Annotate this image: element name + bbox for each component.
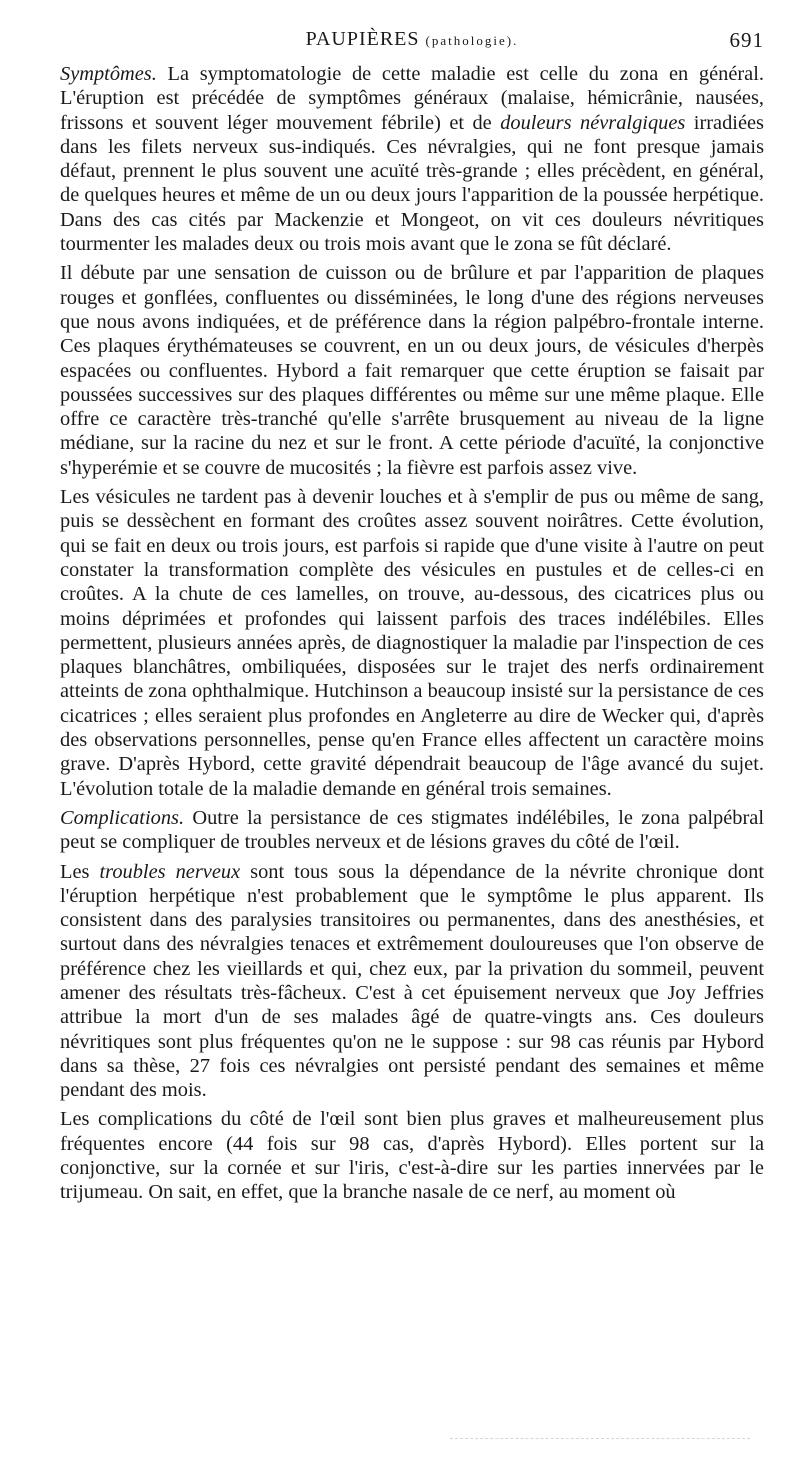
paragraph-text: sont tous sous la dépendance de la névrite chronique dont l'éruption herpétique n'est probablement que le symptôme le plus apparent. Ils consistent dans des paralysies transitoires ou permanentes, dans des anesthésies, et surtout dans des névralgies tenaces et extrêmement douloureuses que l'on observe de préférence chez les vieillards et qui, chez eux, par la privation du sommeil, peuvent amener des résultats très-fâcheux. C'est à cet épuisement nerveux que Joy Jeffries attribue la mort d'un de ses malades âgé de quatre-vingts ans. Ces douleurs névritiques sont plus fréquentes qu'on ne le suppose : sur 98 cas réunis par Hybord dans sa thèse, 27 fois ces névralgies ont persisté pendant des semaines et même pendant des mois.: [60, 860, 764, 1102]
running-title: [60, 28, 764, 51]
paragraph-text: La symptomatologie de cette maladie est celle du zona en général. L'éruption est précédée de symptômes généraux (malaise, hémicrânie, nausées, frissons et souvent léger mouvement fébrile) et de: [60, 63, 764, 134]
page-number: 691: [729, 28, 764, 52]
paragraph: [60, 485, 764, 801]
paragraph-text: Outre la persistance de ces stigmates indélébiles, le zona palpébral peut se compliquer de troubles nerveux et de lésions graves du côté de l'œil.: [60, 806, 764, 854]
bottom-smudge: [450, 1438, 750, 1439]
paragraph: [60, 1107, 764, 1204]
running-title-subtitle: (pathologie).: [425, 33, 519, 48]
paragraph-text: Les vésicules ne tardent pas à devenir louches et à s'emplir de pus ou même de sang, puis se dessèchent en formant des croûtes assez souvent noirâtres. Cette évolution, qui se fait en deux ou trois jours, est parfois si rapide que d'une visite à l'autre on peut constater la transformation complète des vésicules en pustules et de celles-ci en croûtes. A la chute de ces lamelles, on trouve, au-dessous, des cicatrices plus ou moins déprimées et profondes qui laissent parfois des traces indélébiles. Elles permettent, plusieurs années après, de diagnostiquer la maladie par l'inspection de ces plaques blanchâtres, ombiliquées, disposées sur le trajet des nerfs ordinairement atteints de zona ophthalmique. Hutchinson a beaucoup insisté sur la persistance de ces cicatrices ; elles seraient plus profondes en Angleterre au dire de Wecker qui, d'après des observations personnelles, pense qu'en France elles affectent un caractère moins grave. D'après Hybord, cette gravité dépendrait beaucoup de l'âge avancé du sujet. L'évolution totale de la maladie demande en général trois semaines.: [60, 486, 764, 800]
running-header: [60, 22, 764, 52]
paragraph: [60, 806, 764, 855]
emphasis-text: troubles nerveux: [99, 860, 241, 883]
running-title-main: PAUPIÈRES: [305, 28, 420, 50]
paragraph-text: Il débute par une sensation de cuisson ou de brûlure et par l'apparition de plaques rouges et gonflées, confluentes ou disséminées, le long d'une des régions nerveuses que nous avons indiquées, et de préférence dans la région palpébro-frontale interne. Ces plaques érythémateuses se couvrent, en un ou deux jours, de vésicules d'herpès espacées ou confluentes. Hybord a fait remarquer que cette éruption se faisait par poussées successives sur des plaques différentes ou même sur une même plaque. Elle offre ce caractère très-tranché qu'elle s'arrête brusquement au niveau de la ligne médiane, sur la racine du nez et sur le front. A cette période d'acuïté, la conjonctive s'hyperémie et se couvre de mucosités ; la fièvre est parfois assez vive.: [60, 262, 764, 479]
paragraph-lead: Complications.: [60, 806, 185, 829]
paragraph: [60, 62, 764, 256]
body-text: [60, 62, 764, 1210]
paragraph-lead: Symptômes.: [60, 63, 157, 85]
paragraph-text: Les complications du côté de l'œil sont bien plus graves et malheureusement plus fréquentes encore (44 fois sur 98 cas, d'après Hybord). Elles portent sur la conjonctive, sur la cornée et sur l'iris, c'est-à-dire sur les parties innervées par le trijumeau. On sait, en effet, que la branche nasale de ce nerf, au moment où: [60, 1108, 764, 1204]
paragraph: [60, 860, 764, 1103]
paragraph-text: irradiées dans les filets nerveux sus-indiqués. Ces névralgies, qui ne font presque jamais défaut, prennent le plus souvent une acuïté très-grande ; elles précèdent, en général, de quelques heures et même de un ou deux jours l'apparition de la poussée herpétique. Dans des cas cités par Mackenzie et Mongeot, on vit ces douleurs névritiques tourmenter les malades deux ou trois mois avant que le zona se fût déclaré.: [60, 111, 764, 256]
paragraph: [60, 261, 764, 480]
paragraph-text: Les: [60, 860, 100, 883]
emphasis-text: douleurs névralgiques: [500, 111, 686, 134]
